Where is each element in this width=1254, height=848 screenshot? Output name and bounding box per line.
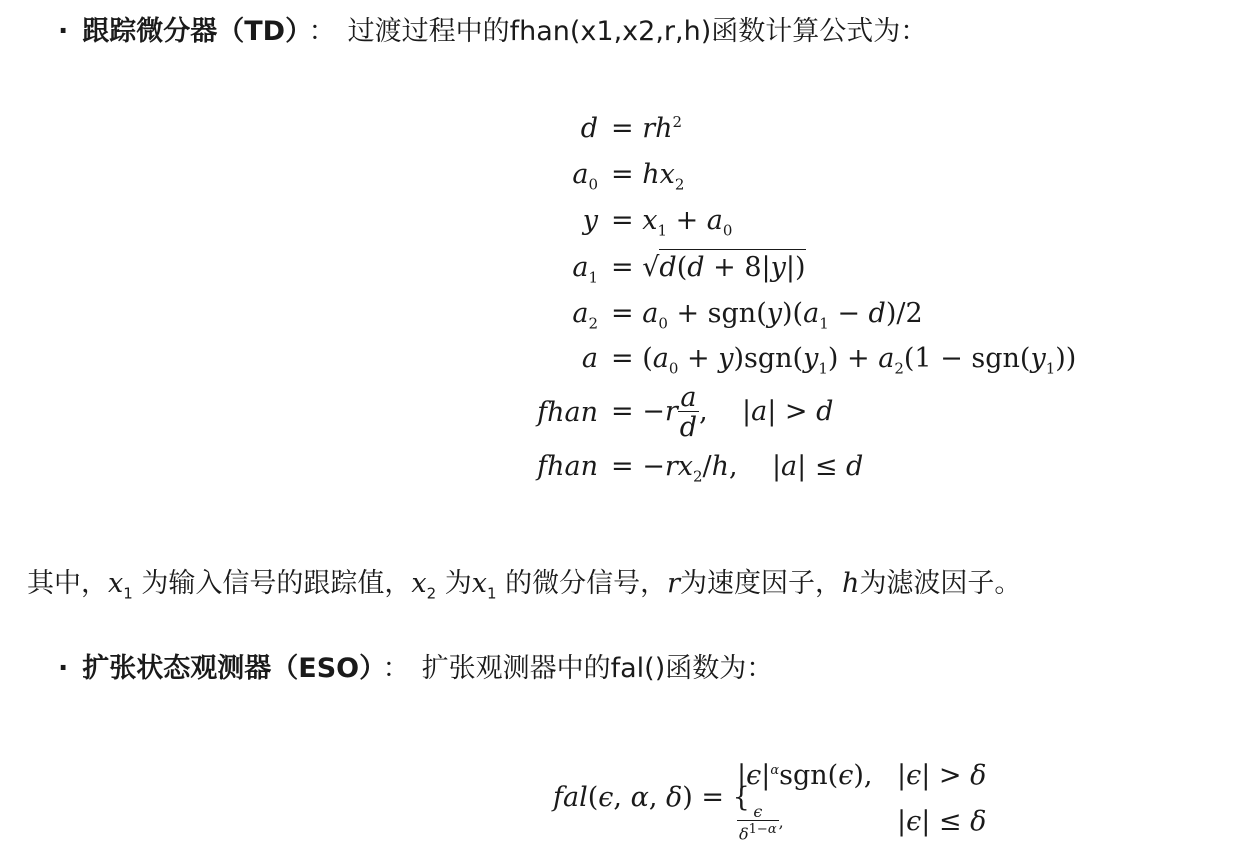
td-description: 过渡过程中的fhan(x1,x2,r,h)函数计算公式为：: [347, 16, 928, 47]
eso-colon: ：: [382, 653, 410, 684]
eso-term: 扩张状态观测器（ESO）: [82, 653, 373, 684]
fal-equation: fal(ϵ, α, δ) = { $|\epsilon|^\alpha sgn(\epsilon)$, |ϵ| > δ $\frac{\epsilon}{\delta^{1-\alpha}}$ , |ϵ| ≤ δ: [553, 760, 987, 844]
eso-heading: [58, 651, 773, 687]
td-colon: ：: [308, 16, 336, 47]
variable-explanation: 其中，$x_1$ 为输入信号的跟踪值，$x_2$ 为$x_1$ 的微分信号，r为速度因子，h为滤波因子。: [27, 568, 1022, 603]
bullet-dot: ·: [58, 16, 69, 47]
eso-description: 扩张观测器中的fal()函数为：: [421, 653, 774, 684]
bullet-dot: ·: [58, 653, 69, 684]
td-heading: [58, 14, 927, 50]
td-term: 跟踪微分器（TD）: [82, 16, 299, 47]
